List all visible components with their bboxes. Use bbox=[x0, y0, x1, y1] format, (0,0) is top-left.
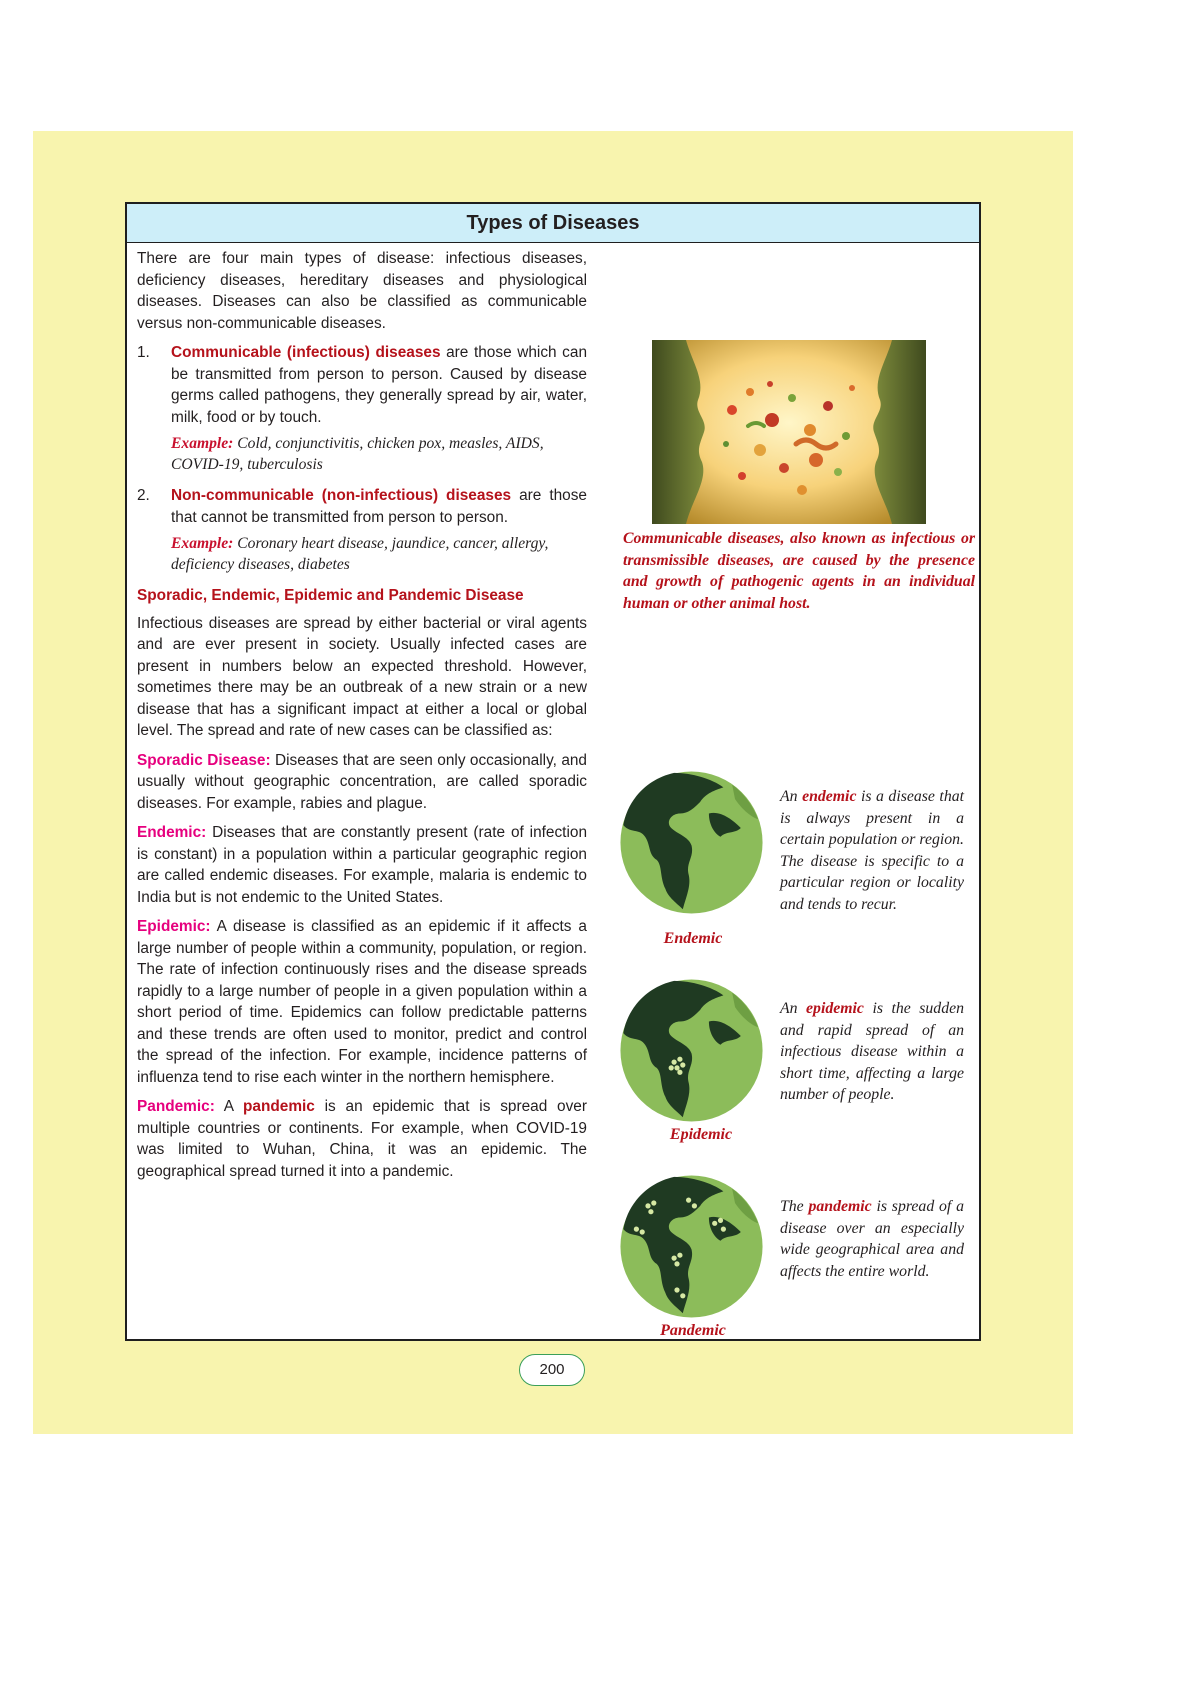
example-non-communicable bbox=[171, 534, 587, 575]
sporadic-paragraph bbox=[137, 750, 587, 815]
page-number: 200 bbox=[519, 1354, 585, 1386]
definition: are those which can be transmitted from person to person. Caused by disease germs called pathogens, they generally spread by air, water, milk, food or by touch. bbox=[171, 344, 587, 426]
list-item-non-communicable bbox=[137, 485, 587, 581]
desc-term: pandemic bbox=[808, 1198, 872, 1215]
list-item-text bbox=[171, 342, 587, 428]
intro-paragraph: There are four main types of disease: infectious diseases, deficiency diseases, hereditary diseases and physiological diseases. Diseases can also be classified as communicable versus non-communicable diseases. bbox=[137, 250, 587, 332]
endemic-text: Diseases that are constantly present (rate of infection is constant) in a population within a particular geographic region are called endemic diseases. For example, malaria is endemic to India but is not endemic to the United States. bbox=[137, 824, 587, 906]
content-box bbox=[125, 202, 981, 1341]
list-number: 1. bbox=[137, 344, 150, 361]
pandemic-paragraph bbox=[137, 1096, 587, 1182]
epidemic-text: A disease is classified as an epidemic if it affects a large number of people within a community, population, or region. The rate of infection continuously rises and the disease spreads rapidly to a large number of people in a given population within a short period of time. Epidemics can follow predictable patterns and these trends are often used to monitor, predict and control the spread of the infection. For example, incidence patterns of influenza tend to rise each winter in the northern hemisphere. bbox=[137, 918, 587, 1086]
desc-term: endemic bbox=[802, 788, 857, 805]
page-title: Types of Diseases bbox=[127, 204, 979, 243]
desc-prefix: An bbox=[780, 1000, 807, 1017]
desc-prefix: The bbox=[780, 1198, 809, 1215]
figure-column bbox=[587, 204, 979, 1339]
figure-caption: Communicable diseases, also known as infectious or transmissible diseases, are caused by the presence and growth of pathogenic agents in an individual human or other animal host. bbox=[623, 530, 975, 612]
list-number: 2. bbox=[137, 487, 150, 504]
epidemic-description bbox=[780, 998, 964, 1106]
epidemic-paragraph bbox=[137, 916, 587, 1088]
term-communicable: Communicable (infectious) diseases bbox=[171, 344, 441, 361]
example-label: Example: bbox=[171, 435, 234, 452]
definition: are those that cannot be transmitted from person to person. bbox=[171, 487, 587, 526]
desc-text: is a disease that is always present in a certain population or region. The disease is specific to a particular region or locality and tends to recur. bbox=[780, 788, 965, 913]
epidemic-label: Epidemic bbox=[669, 1126, 733, 1143]
endemic-globe-icon bbox=[619, 770, 764, 915]
pandemic-description bbox=[780, 1196, 964, 1282]
list-item-communicable bbox=[137, 342, 587, 481]
epidemic-globe-icon bbox=[619, 978, 764, 1123]
infectious-paragraph: Infectious diseases are spread by either bacterial or viral agents and are ever present in society. Usually infected cases are present in numbers below an expected threshold. However, sometimes there may be an outbreak of a new strain or a new disease that has a significant impact at either a local or global level. The spread and rate of new cases can be classified as: bbox=[137, 614, 587, 739]
term-sporadic: Sporadic Disease: bbox=[137, 751, 271, 769]
sporadic-text: Diseases that are seen only occasionally, and usually without geographic concentration, are called sporadic diseases. For example, rabies and plague. bbox=[137, 751, 587, 812]
term-non-communicable: Non-communicable (non-infectious) diseases bbox=[171, 487, 512, 504]
example-text: Coronary heart disease, jaundice, cancer, allergy, deficiency diseases, diabetes bbox=[171, 535, 549, 573]
pandemic-label: Pandemic bbox=[660, 1322, 726, 1339]
example-communicable bbox=[171, 434, 587, 475]
term-endemic: Endemic: bbox=[137, 824, 207, 841]
desc-text: is the sudden and rapid spread of an infectious disease within a short time, affecting a large number of people. bbox=[780, 1000, 965, 1103]
term-epidemic: Epidemic: bbox=[137, 918, 211, 935]
desc-term: epidemic bbox=[806, 1000, 864, 1017]
pandemic-pre: A bbox=[214, 1098, 243, 1115]
desc-text: is spread of a disease over an especially wide geographical area and affects the entire world. bbox=[780, 1198, 964, 1280]
pathogen-illustration bbox=[652, 340, 926, 524]
endemic-paragraph bbox=[137, 822, 587, 908]
example-label: Example: bbox=[171, 535, 234, 552]
endemic-label: Endemic bbox=[663, 930, 723, 947]
main-text-column bbox=[137, 248, 587, 1190]
desc-prefix: An bbox=[780, 788, 803, 805]
section-subheading: Sporadic, Endemic, Epidemic and Pandemic Disease bbox=[137, 587, 524, 604]
pandemic-word: pandemic bbox=[243, 1098, 315, 1115]
list-item-text bbox=[171, 485, 587, 528]
pandemic-text: is an epidemic that is spread over multiple countries or continents. For example, when COVID-19 was limited to Wuhan, China, it was an epidemic. The geographical spread turned it into a pandemic. bbox=[137, 1098, 587, 1180]
pandemic-globe-icon bbox=[619, 1174, 764, 1319]
term-pandemic: Pandemic: bbox=[137, 1098, 215, 1115]
endemic-description bbox=[780, 786, 964, 915]
example-text: Cold, conjunctivitis, chicken pox, measles, AIDS, COVID-19, tuberculosis bbox=[171, 435, 544, 473]
